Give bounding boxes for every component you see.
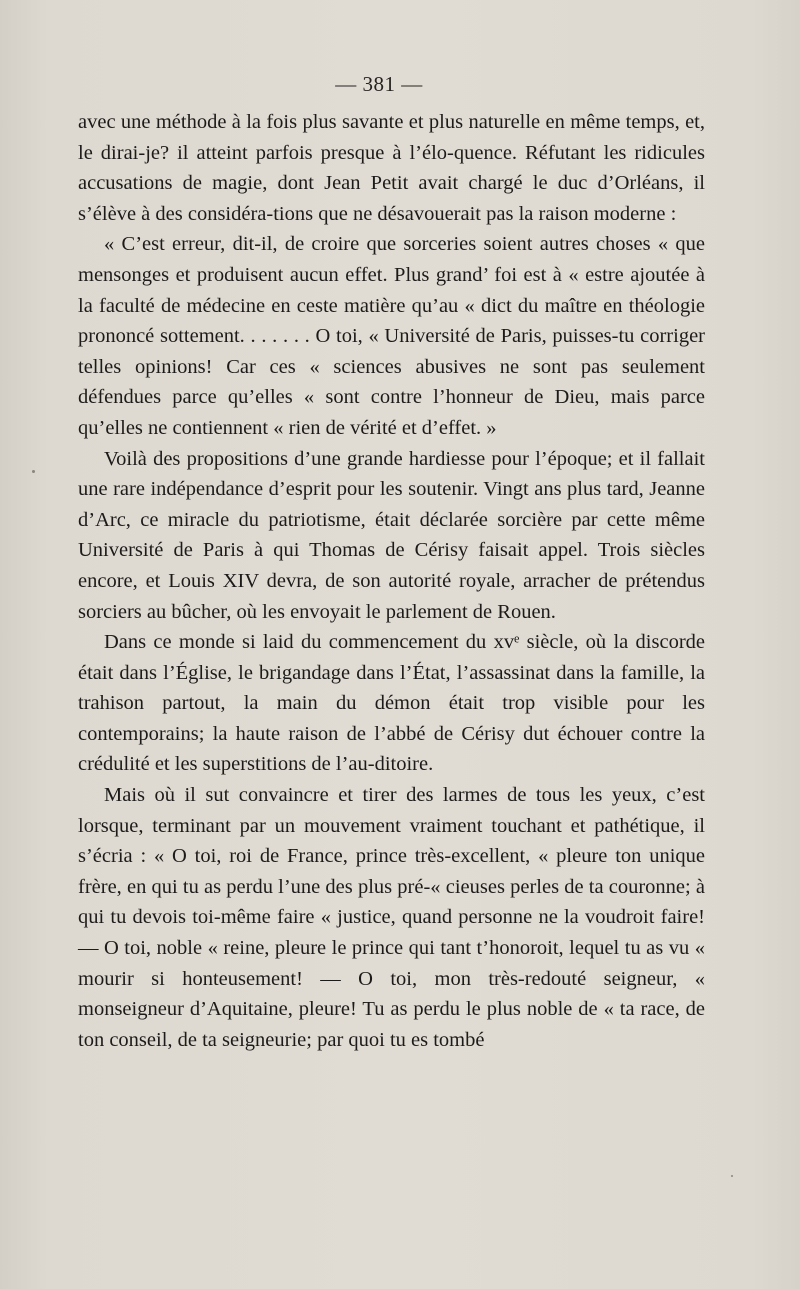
paragraph: Dans ce monde si laid du commencement du xvᵉ siècle, où la discorde était dans l’Église, le brigandage dans l’État, l’assassinat dans la famille, la trahison partout, la main du démon était trop visible pour les contemporains; la haute raison de l’abbé de Cérisy dut échouer contre la crédulité et les superstitions de l’au-ditoire. [78,631,705,776]
paper-speck [32,470,35,473]
page-number: — 381 — [335,72,423,96]
paper-speck [731,1175,733,1177]
body-text [78,107,705,1055]
paragraph: Voilà des propositions d’une grande hardiesse pour l’époque; et il fallait une rare indépendance d’esprit pour les soutenir. Vingt ans plus tard, Jeanne d’Arc, ce miracle du patriotisme, était déclarée sorcière par cette même Université de Paris à qui Thomas de Cérisy faisait appel. Trois siècles encore, et Louis XIV devra, de son autorité royale, arracher de prétendus sorciers au bûcher, où les envoyait le parlement de Rouen. [78,447,705,623]
paragraph-quotation: « C’est erreur, dit-il, de croire que sorceries soient autres choses « que mensonges et produisent aucun effet. Plus grand’ foi est à « estre ajoutée à la faculté de médecine en ceste matière qu’au « dict du maître en théologie prononcé sottement. . . . . . . O toi, « Université de Paris, puisses-tu corriger telles opinions! Car ces « sciences abusives ne sont pas seulement défendues parce qu’elles « sont contre l’honneur de Dieu, mais parce qu’elles ne contiennent « rien de vérité et d’effet. » [78,233,705,439]
paragraph: Mais où il sut convaincre et tirer des larmes de tous les yeux, c’est lorsque, terminant par un mouvement vraiment touchant et pathétique, il s’écria : « O toi, roi de France, prince très-excellent, « pleure ton unique frère, en qui tu as perdu l’une des plus pré-« cieuses perles de ta couronne; à qui tu devois toi-même faire « justice, quand personne ne la voudroit faire! — O toi, noble « reine, pleure le prince qui tant t’honoroit, lequel tu as vu « mourir si honteusement! — O toi, mon très-redouté seigneur, « monseigneur d’Aquitaine, pleure! Tu as perdu le plus noble de « ta race, de ton conseil, de ta seigneurie; par quoi tu es tombé [78,784,705,1051]
paragraph-continued: avec une méthode à la fois plus savante et plus naturelle en même temps, et, le dirai-je? il atteint parfois presque à l’élo-quence. Réfutant les ridicules accusations de magie, dont Jean Petit avait chargé le duc d’Orléans, il s’élève à des considéra-tions que ne désavouerait pas la raison moderne : [78,111,705,225]
